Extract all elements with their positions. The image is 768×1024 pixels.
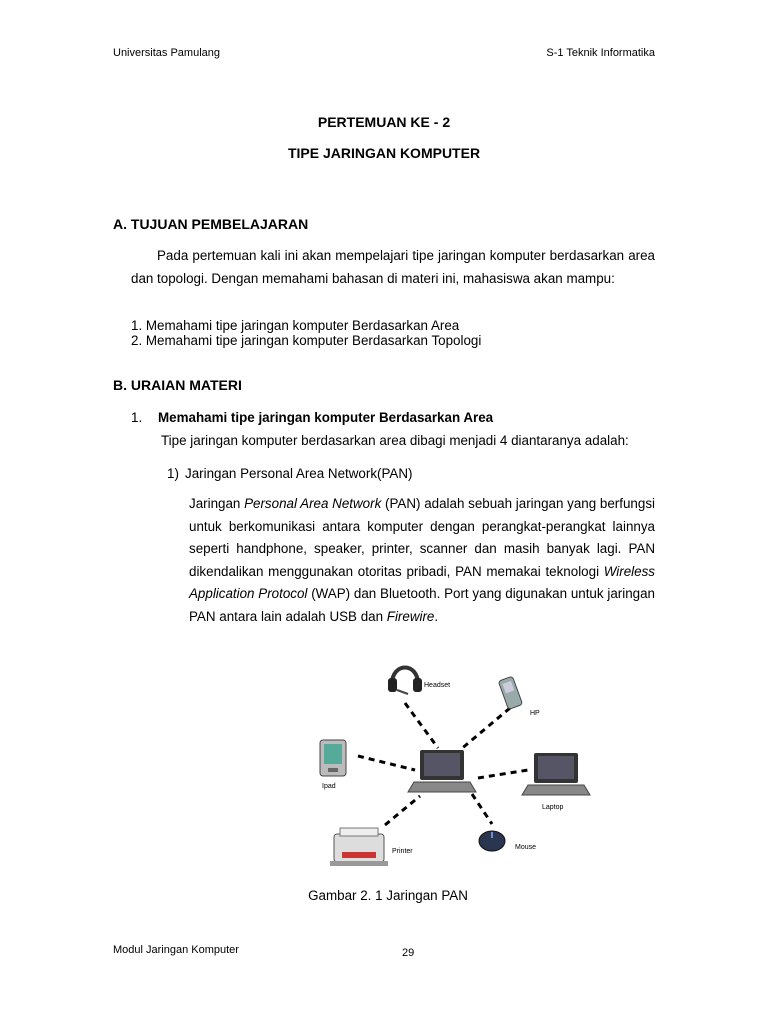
pan-text: . [434,608,439,624]
page-title: PERTEMUAN KE - 2 [317,114,451,130]
section-a-paragraph: Pada pertemuan kali ini akan mempelajari tipe jaringan komputer berdasarkan area dan topologi. Dengan memahami bahasan di materi ini, mahasiswa akan mampu: [131,248,655,286]
header-left: Universitas Pamulang [113,47,220,59]
pda-icon [320,740,346,776]
central-laptop-icon [408,750,476,792]
pan-term-italic: Personal Area Network [244,496,382,511]
mouse-icon [479,831,505,851]
mouse-label: Mouse [515,844,537,851]
printer-label: Printer [392,848,413,855]
pan-term-italic: Firewire [386,608,435,624]
page-subtitle: TIPE JARINGAN KOMPUTER [287,145,481,161]
headset-icon [388,668,422,695]
section-a-heading: A. TUJUAN PEMBELAJARAN [113,216,309,232]
headset-label: Headset [424,682,451,689]
laptop-icon [522,753,590,795]
pda-label: Ipad [322,783,336,790]
objective-item: 1. Memahami tipe jaringan komputer Berdasarkan Area [131,318,460,333]
footer-left: Modul Jaringan Komputer [113,944,239,956]
phone-icon [498,676,522,709]
laptop-label: Laptop [542,804,564,811]
page-number: 29 [402,947,415,959]
pan-paragraph [189,493,655,629]
pan-diagram [300,648,610,878]
intro-text: Tipe jaringan komputer berdasarkan area dibagi menjadi 4 diantaranya adalah: [161,433,629,448]
header-right: S-1 Teknik Informatika [546,47,655,59]
objective-item: 2. Memahami tipe jaringan komputer Berdasarkan Topologi [131,333,482,348]
pan-text: (WAP) dan Bluetooth. Port yang digunakan untuk jaringan PAN antara lain adalah USB dan [189,586,655,624]
pan-text: Jaringan [189,496,245,511]
pan-term-italic: Wireless Application Protocol [189,563,655,602]
item-title: Memahami tipe jaringan komputer Berdasarkan Area [158,410,494,425]
section-b-heading: B. URAIAN MATERI [113,377,242,393]
figure-caption: Gambar 2. 1 Jaringan PAN [308,888,468,903]
sub-title: Jaringan Personal Area Network(PAN) [185,466,413,481]
sub-number: 1) [167,466,179,481]
pan-text: (PAN) adalah sebuah jaringan yang berfungsi untuk berkomunikasi antara komputer dengan perangkat-perangkat lainnya seperti handphone, speaker, printer, scanner dan masih banyak lagi. PAN dikendalikan menggunakan otoritas pribadi, PAN memakai teknologi [189,496,655,579]
phone-label: HP [530,710,540,717]
printer-icon [330,828,388,866]
item-number: 1. [131,410,143,425]
